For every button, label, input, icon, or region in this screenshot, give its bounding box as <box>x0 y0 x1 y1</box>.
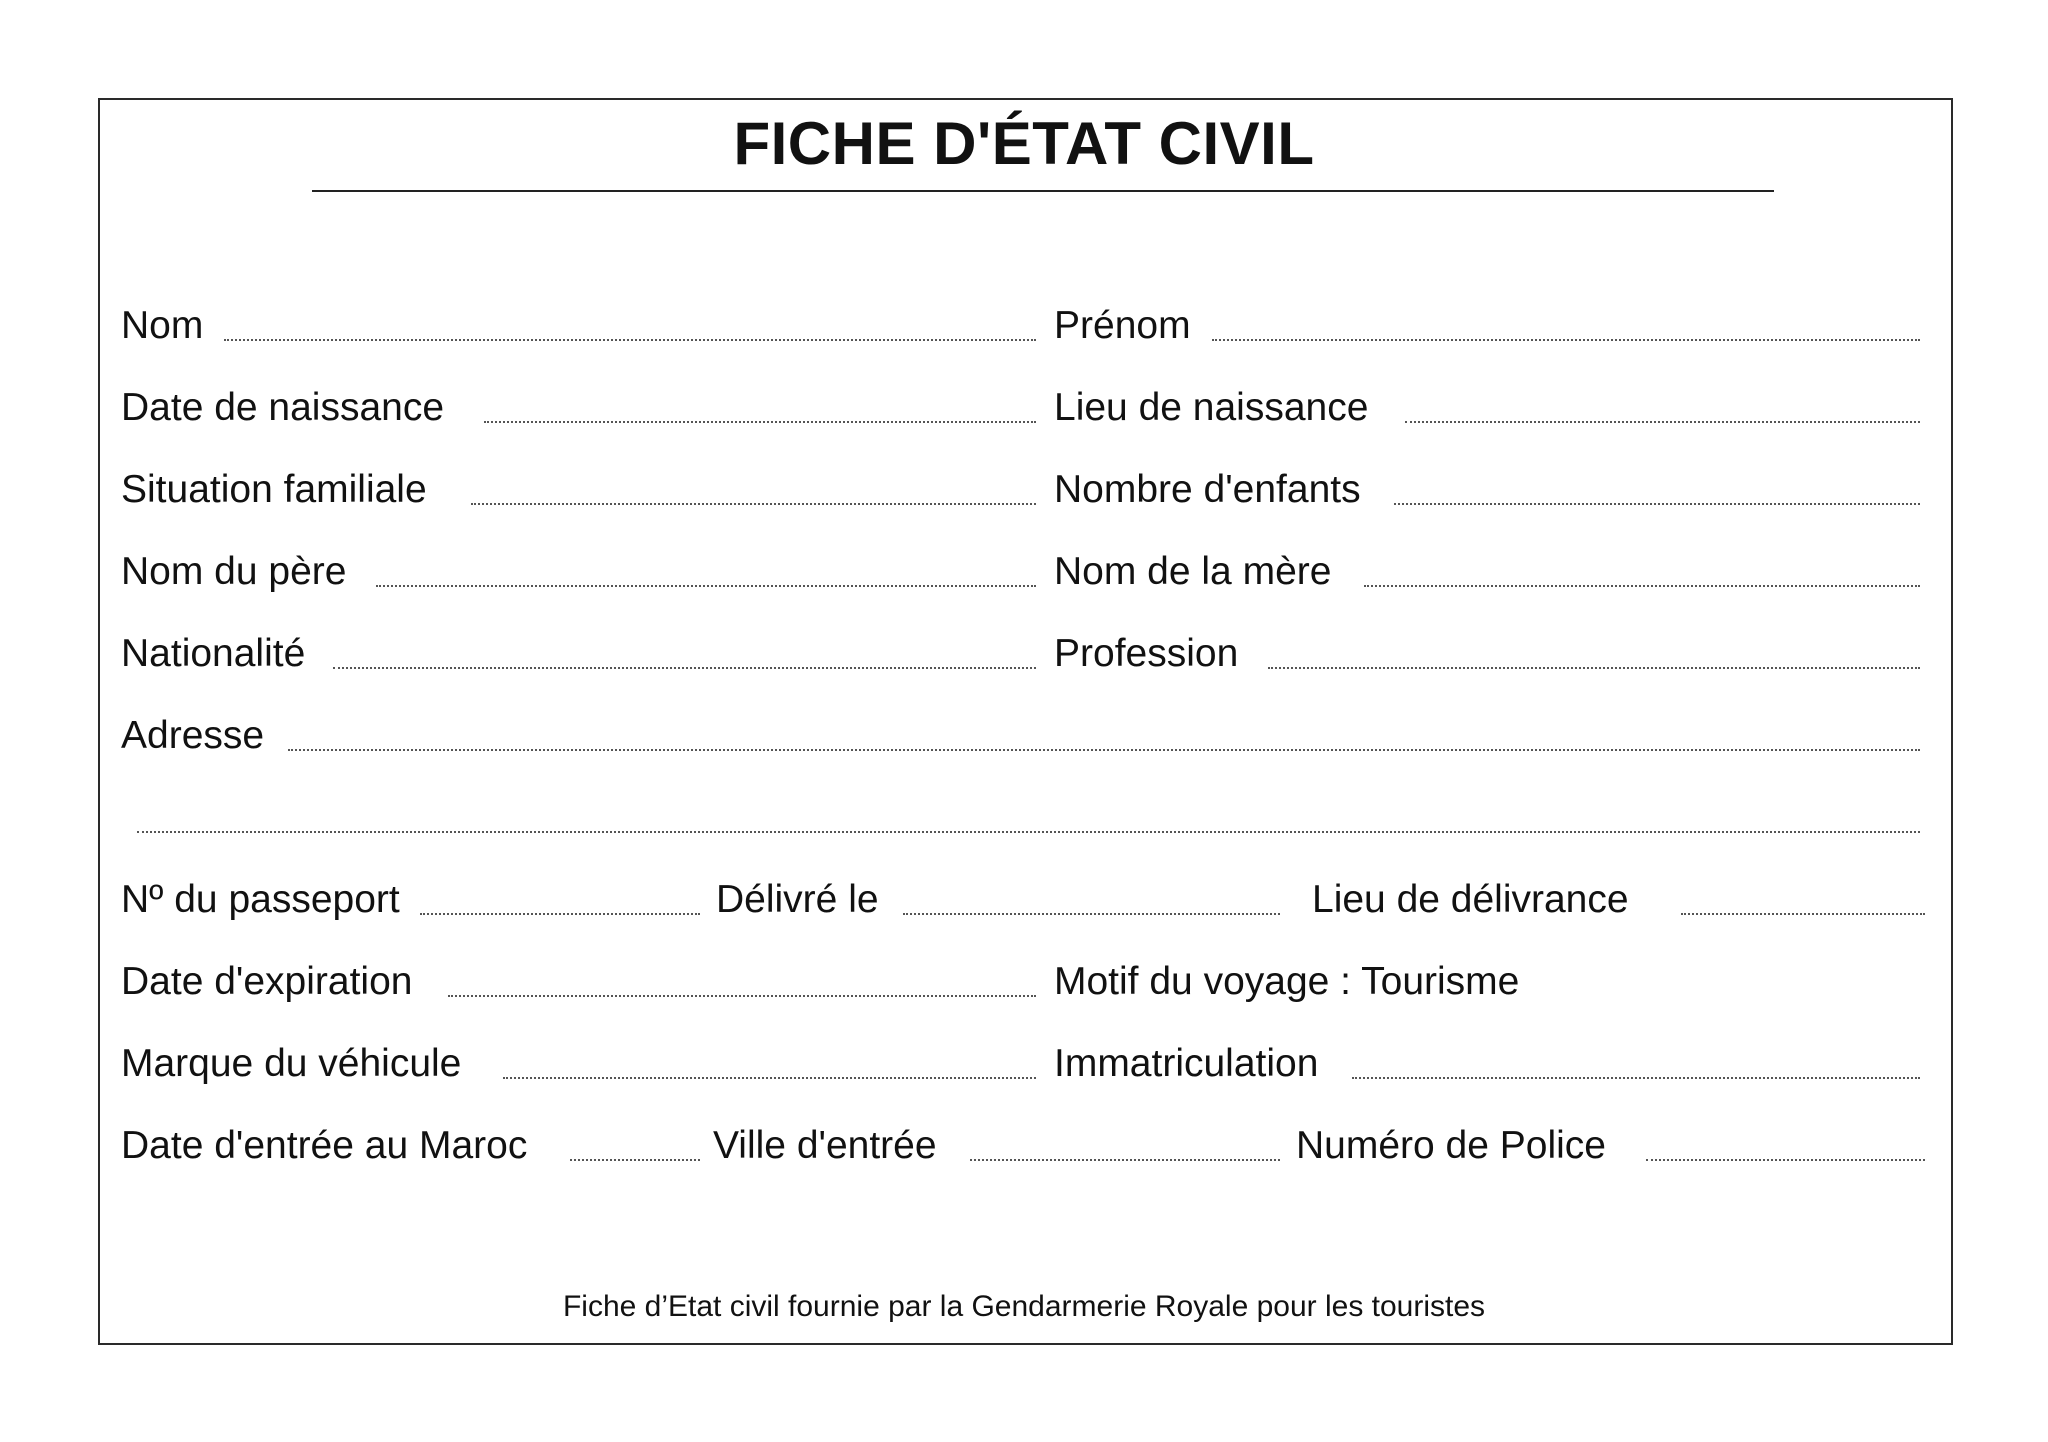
label-nom-mere: Nom de la mère <box>1054 550 1332 593</box>
label-lieu-naissance: Lieu de naissance <box>1054 386 1369 429</box>
label-adresse: Adresse <box>121 714 265 757</box>
label-ville-entree: Ville d'entrée <box>713 1124 937 1167</box>
label-lieu-delivrance: Lieu de délivrance <box>1312 878 1629 921</box>
label-immatriculation: Immatriculation <box>1054 1042 1319 1085</box>
footer-note: Fiche d’Etat civil fournie par la Gendarmerie Royale pour les touristes <box>562 1290 1486 1323</box>
label-date-entree: Date d'entrée au Maroc <box>121 1124 528 1167</box>
field-adresse[interactable] <box>288 749 1920 751</box>
field-adresse-line-2[interactable] <box>137 831 1920 833</box>
field-nombre-enfants[interactable] <box>1394 503 1920 505</box>
field-nationalite[interactable] <box>333 667 1036 669</box>
label-nom-pere: Nom du père <box>121 550 347 593</box>
field-nom[interactable] <box>224 339 1036 341</box>
field-situation-familiale[interactable] <box>471 503 1036 505</box>
field-nom-pere[interactable] <box>376 585 1036 587</box>
label-motif-voyage: Motif du voyage : Tourisme <box>1054 960 1520 1003</box>
field-date-expiration[interactable] <box>448 995 1036 997</box>
field-numero-passeport[interactable] <box>420 913 700 915</box>
field-nom-mere[interactable] <box>1364 585 1920 587</box>
label-numero-police: Numéro de Police <box>1296 1124 1606 1167</box>
field-date-naissance[interactable] <box>484 421 1036 423</box>
field-lieu-delivrance[interactable] <box>1681 913 1925 915</box>
field-ville-entree[interactable] <box>970 1159 1280 1161</box>
label-date-naissance: Date de naissance <box>121 386 445 429</box>
field-numero-police[interactable] <box>1646 1159 1925 1161</box>
label-date-expiration: Date d'expiration <box>121 960 413 1003</box>
field-profession[interactable] <box>1268 667 1920 669</box>
label-nom: Nom <box>121 304 204 347</box>
label-numero-passeport: Nº du passeport <box>121 878 400 921</box>
field-date-entree[interactable] <box>570 1159 700 1161</box>
field-lieu-naissance[interactable] <box>1405 421 1920 423</box>
field-immatriculation[interactable] <box>1352 1077 1920 1079</box>
form-title: FICHE D'ÉTAT CIVIL <box>733 110 1315 177</box>
label-prenom: Prénom <box>1054 304 1191 347</box>
label-situation-familiale: Situation familiale <box>121 468 427 511</box>
label-marque-vehicule: Marque du véhicule <box>121 1042 462 1085</box>
field-delivre-le[interactable] <box>903 913 1280 915</box>
field-marque-vehicule[interactable] <box>503 1077 1036 1079</box>
label-delivre-le: Délivré le <box>716 878 879 921</box>
field-prenom[interactable] <box>1212 339 1920 341</box>
label-profession: Profession <box>1054 632 1239 675</box>
title-underline <box>312 190 1774 192</box>
label-nombre-enfants: Nombre d'enfants <box>1054 468 1361 511</box>
label-nationalite: Nationalité <box>121 632 306 675</box>
